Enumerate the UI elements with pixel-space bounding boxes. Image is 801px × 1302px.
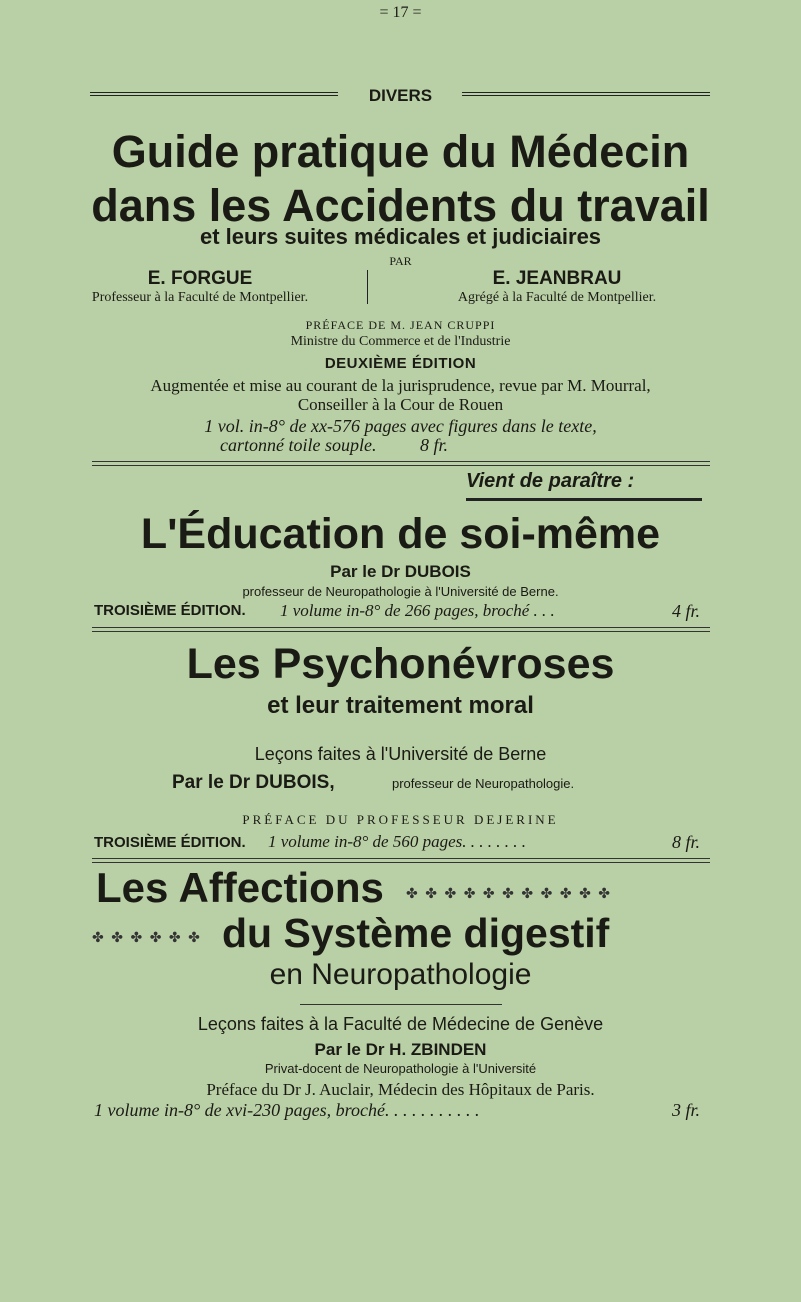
book2-author-title: professeur de Neuropathologie à l'Université de Berne. — [242, 584, 559, 599]
book3-title: Les Psychonévroses — [186, 640, 615, 688]
book1-preface: PRÉFACE DE M. JEAN CRUPPI — [305, 318, 496, 332]
book4-lessons: Leçons faites à la Faculté de Médecine de Genève — [197, 1014, 604, 1034]
separator-1b — [92, 465, 710, 466]
ornament-line-2: ✤ ✤ ✤ ✤ ✤ ✤ — [92, 931, 202, 946]
separator-3 — [92, 858, 710, 859]
book4-price: 3 fr. — [672, 1100, 701, 1120]
book1-edition: DEUXIÈME ÉDITION — [324, 355, 477, 372]
section-label: DIVERS — [368, 86, 433, 105]
book1-preface-role: Ministre du Commerce et de l'Industrie — [290, 334, 511, 349]
book1-augmented-role: Conseiller à la Cour de Rouen — [297, 395, 504, 414]
book3-lessons: Leçons faites à l'Université de Berne — [254, 744, 547, 764]
book3-subtitle: et leur traitement moral — [267, 692, 534, 719]
book1-price: 8 fr. — [420, 435, 449, 455]
book2-details: 1 volume in-8° de 266 pages, broché . . . — [280, 601, 555, 620]
book3-author-title: professeur de Neuropathologie. — [392, 776, 575, 791]
book1-author2-name: E. JEANBRAU — [492, 268, 622, 289]
book1-subtitle: et leurs suites médicales et judiciaires — [199, 224, 602, 249]
book3-price: 8 fr. — [672, 832, 701, 852]
book1-binding-line: cartonné toile souple. — [220, 435, 377, 455]
book3-edition: TROISIÈME ÉDITION. — [94, 834, 246, 851]
book4-author: Par le Dr H. ZBINDEN — [314, 1040, 487, 1059]
book2-title: L'Éducation de soi-même — [140, 510, 661, 558]
book3-details: 1 volume in-8° de 560 pages. . . . . . . . — [268, 832, 526, 851]
book1-author2-title: Agrégé à la Faculté de Montpellier. — [457, 290, 657, 305]
book2-price: 4 fr. — [672, 601, 701, 621]
book1-author1-title: Professeur à la Faculté de Montpellier. — [91, 290, 309, 305]
forthcoming-underline — [466, 498, 702, 501]
book2-edition: TROISIÈME ÉDITION. — [94, 602, 246, 619]
ornament-line-1: ✤ ✤ ✤ ✤ ✤ ✤ ✤ ✤ ✤ ✤ ✤ — [406, 887, 613, 902]
book4-title-part3: en Neuropathologie — [269, 958, 532, 991]
separator-1 — [92, 461, 710, 462]
book1-author1-name: E. FORGUE — [147, 268, 253, 289]
book4-preface: Préface du Dr J. Auclair, Médecin des Hôpitaux de Paris. — [206, 1080, 595, 1099]
page-number: = 17 = — [379, 4, 422, 21]
book1-augmented: Augmentée et mise au courant de la jurisprudence, revue par M. Mourral, — [150, 376, 651, 395]
book4-title-part1: Les Affections — [96, 864, 384, 911]
book3-preface: PRÉFACE DU PROFESSEUR DEJERINE — [242, 812, 559, 827]
book1-par: PAR — [389, 254, 412, 268]
separator-2 — [92, 627, 710, 628]
book1-title-line1: Guide pratique du Médecin — [111, 126, 690, 177]
book1-title-line2: dans les Accidents du travail — [91, 180, 710, 231]
book4-details: 1 volume in-8° de xvi-230 pages, broché. . . . . . . . . . . — [94, 1100, 480, 1120]
book3-author: Par le Dr DUBOIS, — [172, 772, 335, 793]
book4-author-title: Privat-docent de Neuropathologie à l'Université — [264, 1061, 537, 1076]
author-divider — [367, 270, 368, 304]
book1-volume-line: 1 vol. in-8° de xx-576 pages avec figures dans le texte, — [204, 416, 597, 436]
separator-2b — [92, 631, 710, 632]
short-rule — [300, 1004, 502, 1005]
book4-title-part2: du Système digestif — [222, 910, 610, 956]
forthcoming-label: Vient de paraître : — [466, 470, 635, 492]
book2-author: Par le Dr DUBOIS — [330, 562, 471, 581]
separator-3b — [92, 862, 710, 863]
